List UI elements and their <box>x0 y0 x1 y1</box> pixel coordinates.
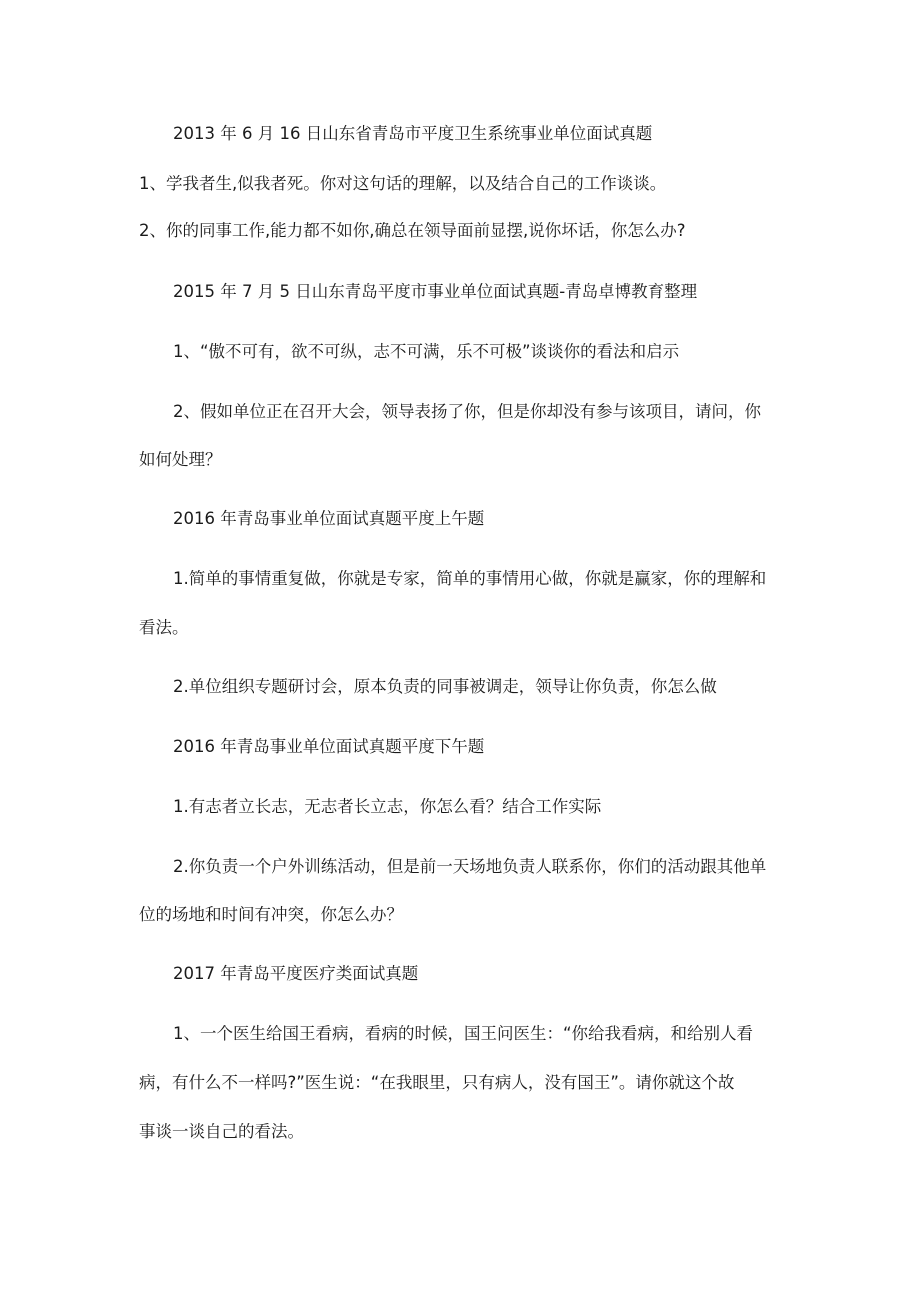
question-item: 2、你的同事工作,能力都不如你,确总在领导面前显摆,说你坏话，你怎么办? <box>139 221 686 240</box>
section-heading: 2017 年青岛平度医疗类面试真题 <box>173 964 419 983</box>
question-item-line: 病，有什么不一样吗?”医生说：“在我眼里，只有病人，没有国王”。请你就这个故 <box>139 1073 735 1092</box>
question-item-line: 位的场地和时间有冲突，你怎么办？ <box>139 905 403 924</box>
question-item-line: 2.你负责一个户外训练活动，但是前一天场地负责人联系你，你们的活动跟其他单 <box>173 857 767 876</box>
question-item-line: 事谈一谈自己的看法。 <box>139 1122 304 1141</box>
section-heading: 2013 年 6 月 16 日山东省青岛市平度卫生系统事业单位面试真题 <box>173 124 653 143</box>
question-item-line: 如何处理？ <box>139 450 222 469</box>
question-item: 1、学我者生,似我者死。你对这句话的理解，以及结合自己的工作谈谈。 <box>139 174 667 193</box>
question-item: 2.单位组织专题研讨会，原本负责的同事被调走，领导让你负责，你怎么做 <box>173 677 717 696</box>
question-item-line: 1、一个医生给国王看病，看病的时候，国王问医生：“你给我看病，和给别人看 <box>173 1024 754 1043</box>
section-heading: 2015 年 7 月 5 日山东青岛平度市事业单位面试真题-青岛卓博教育整理 <box>173 282 698 301</box>
question-item: 1、“傲不可有，欲不可纵，志不可满，乐不可极”谈谈你的看法和启示 <box>173 342 680 361</box>
question-item-line: 看法。 <box>139 618 189 637</box>
question-item: 1.有志者立长志，无志者长立志，你怎么看？结合工作实际 <box>173 797 602 816</box>
section-heading: 2016 年青岛事业单位面试真题平度下午题 <box>173 737 485 756</box>
section-heading: 2016 年青岛事业单位面试真题平度上午题 <box>173 509 485 528</box>
question-item-line: 2、假如单位正在召开大会，领导表扬了你，但是你却没有参与该项目，请问，你 <box>173 402 761 421</box>
question-item-line: 1.简单的事情重复做，你就是专家，简单的事情用心做，你就是赢家，你的理解和 <box>173 569 767 588</box>
